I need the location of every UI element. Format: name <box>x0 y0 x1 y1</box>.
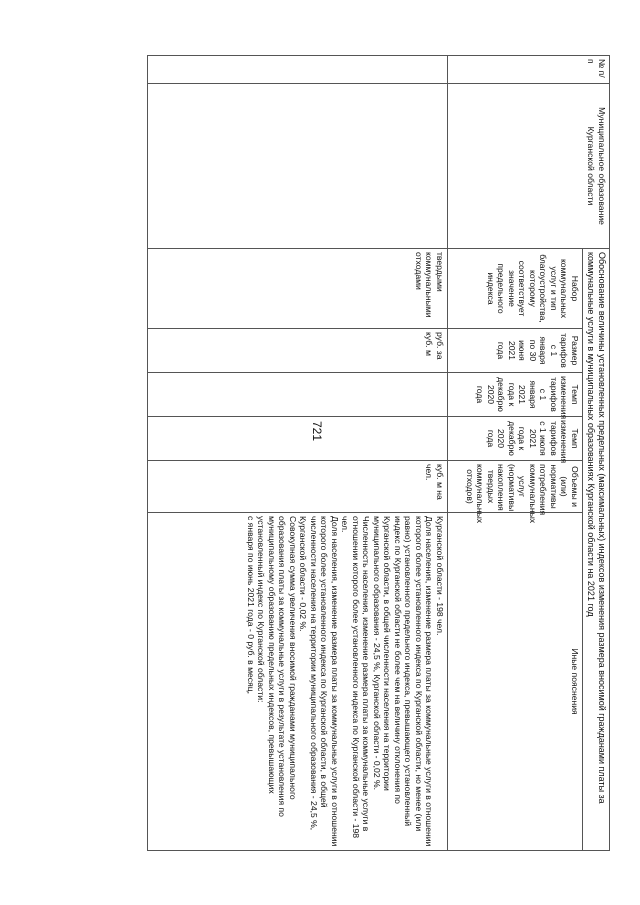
table-title: Обоснование величины установленных предельных (максимальных) индексов изменения размера вносимой гражданами платы за коммунальные услуги в муниципальных образованиях Курганской области на 2021 год <box>583 249 610 851</box>
header-tariff-size: Размер тарифов с 1 января по 30 июня 2021 года <box>448 329 583 373</box>
header-notes: Иные пояснения <box>448 513 583 851</box>
col-num-header: № п/п <box>448 56 610 84</box>
row-service: твердыми коммунальными отходами <box>148 249 448 329</box>
header-volumes: Объемы и (или) нормативы потребления коммунальных услуг (нормативы накопления твердых коммунальных отходов) <box>448 461 583 513</box>
row-rate-jul <box>148 417 448 461</box>
header-tariff-rate-jan: Темп изменения тарифов с 1 января 2021 года к декабрю 2020 года <box>448 373 583 417</box>
row-tariff-size: руб. за куб. м <box>148 329 448 373</box>
header-service-set: Набор коммунальных услуг и тип благоустройства, которому соответствует значение предельного индекса <box>448 249 583 329</box>
row-num <box>148 56 448 84</box>
row-municipality <box>148 84 448 249</box>
col-municipality-header: Муниципальное образование Курганской области <box>448 84 610 249</box>
index-justification-table <box>147 55 610 851</box>
row-volumes: куб. м на чел. <box>148 461 448 513</box>
row-notes: Курганской области - 198 чел. Доля населения, изменение размера платы за коммунальные услуги в отношении которого более установленного индекса по Курганской области, но менее (или равно) установленного предельного индекса, превышающего установленный индекс по Курганской области не более чем на величину отклонения по Курганской области, в общей численности населения на территории муниципального образования - 24,5 %, Курганской области - 0,02 %. Численность населения, изменение размера платы за коммунальные услуги в отношении которого более установленного индекса по Курганской области - 198 чел. Доля населения, изменение размера платы за коммунальные услуги в отношении которого более установленного индекса по Курганской области, в общей численности населения на территории муниципального образования - 24,5 %, Курганской области - 0,02 %. Совокупная сумма увеличения вносимой гражданами муниципального образования платы за коммунальные услуги в результате установления по муниципальному образованию предельных индексов, превышающих установленный индекс по Курганской области: с января по июнь 2021 года - 0 руб. в месяц, <box>148 513 448 851</box>
row-rate-jan <box>148 373 448 417</box>
header-tariff-rate-jul: Темп изменения тарифов с 1 июля 2021 года к декабрю 2020 года <box>448 417 583 461</box>
rotated-table-wrapper <box>107 55 610 850</box>
page-number: 721 <box>310 420 324 442</box>
